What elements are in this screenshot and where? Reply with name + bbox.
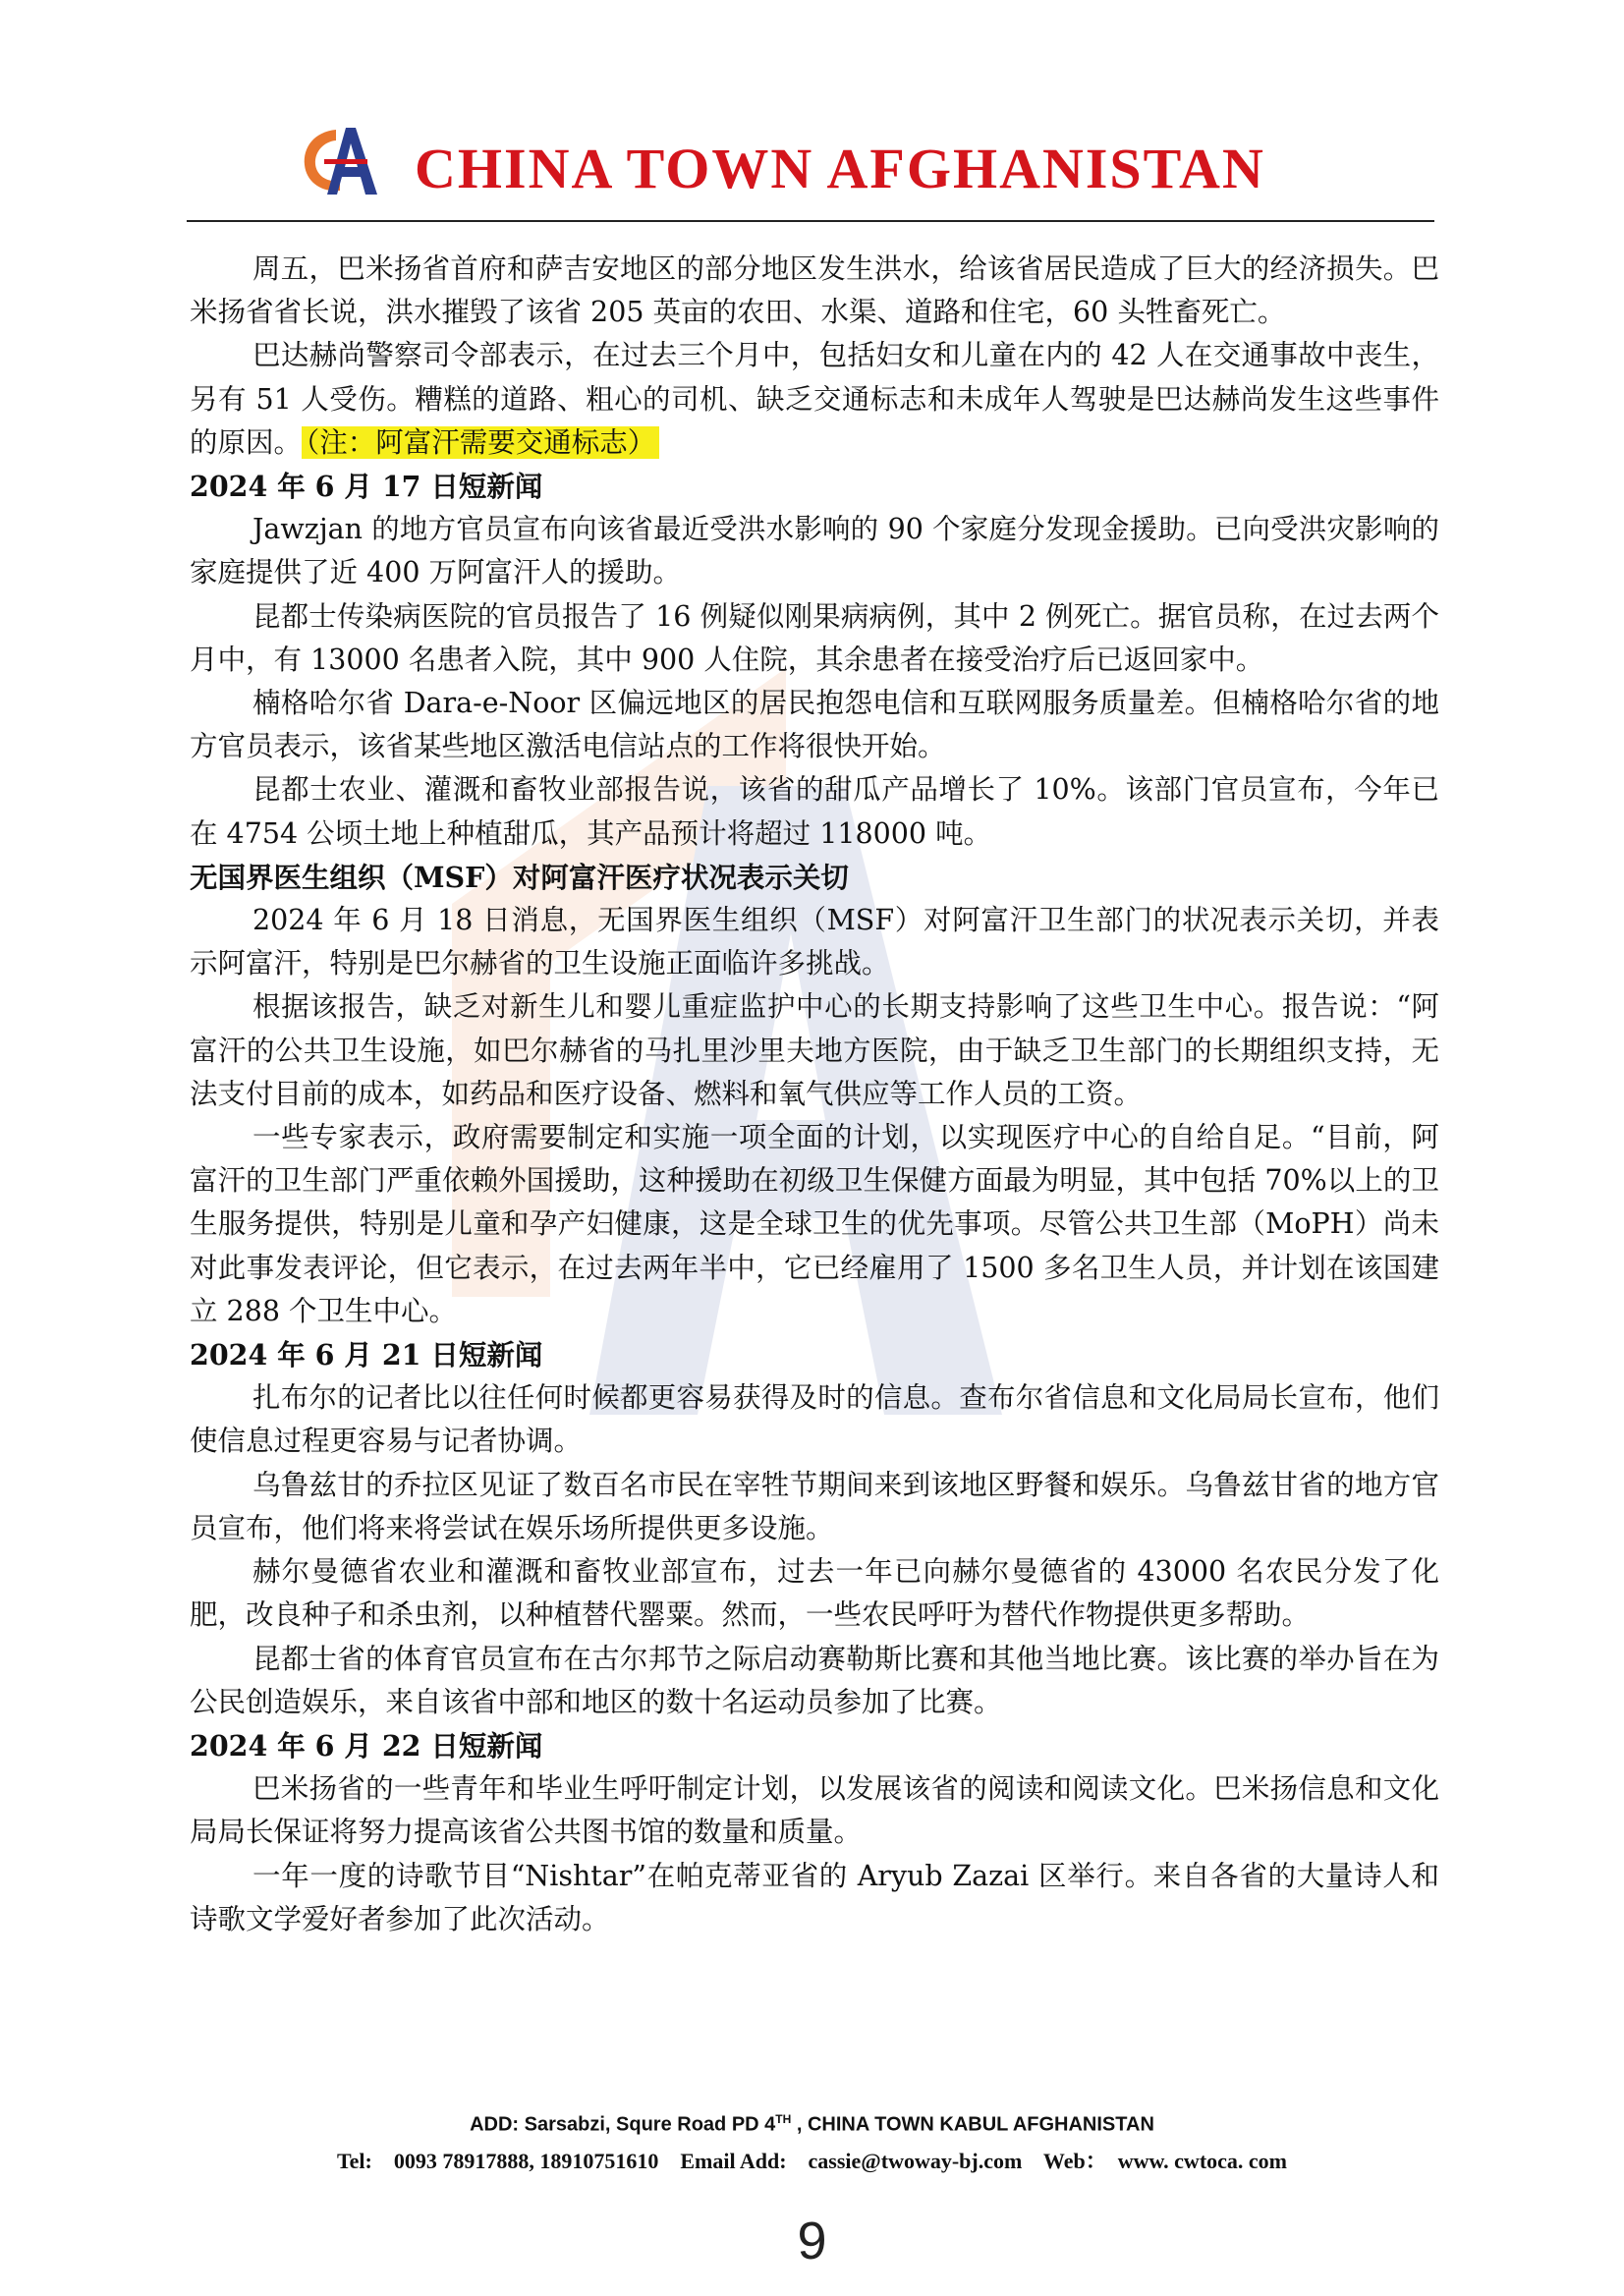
page-header [187, 116, 1434, 224]
intro-paragraph-2-text: 巴达赫尚警察司令部表示，在过去三个月中，包括妇女和儿童在内的 42 人在交通事故中丧生，另有 51 人受伤。糟糕的道路、粗心的司机、缺乏交通标志和未成年人驾驶是巴达赫尚发生这些事件的原因。 [190, 339, 1439, 459]
paragraph: Jawzjan 的地方官员宣布向该省最近受洪水影响的 90 个家庭分发现金援助。已向受洪灾影响的家庭提供了近 400 万阿富汗人的援助。 [190, 513, 1439, 589]
address-text: ADD: Sarsabzi, Squre Road PD 4 [470, 2113, 776, 2136]
paragraph: 赫尔曼德省农业和灌溉和畜牧业部宣布，过去一年已向赫尔曼德省的 43000 名农民分发了化肥，改良种子和杀虫剂，以种植替代罂粟。然而，一些农民呼吁为替代作物提供更多帮助。 [190, 1555, 1439, 1632]
paragraph: 楠格哈尔省 Dara-e-Noor 区偏远地区的居民抱怨电信和互联网服务质量差。但楠格哈尔省的地方官员表示，该省某些地区激活电信站点的工作将很快开始。 [190, 687, 1439, 763]
paragraph: 巴米扬省的一些青年和毕业生呼吁制定计划，以发展该省的阅读和阅读文化。巴米扬信息和文化局局长保证将努力提高该省公共图书馆的数量和质量。 [190, 1772, 1439, 1849]
header-divider [187, 220, 1434, 222]
paragraph: 2024 年 6 月 18 日消息，无国界医生组织（MSF）对阿富汗卫生部门的状况表示关切，并表示阿富汗，特别是巴尔赫省的卫生设施正面临许多挑战。 [190, 904, 1439, 980]
address-text-suffix: , CHINA TOWN KABUL AFGHANISTAN [791, 2113, 1154, 2136]
highlighted-note: （注：阿富汗需要交通标志） [302, 426, 659, 459]
paragraph: 根据该报告，缺乏对新生儿和婴儿重症监护中心的长期支持影响了这些卫生中心。报告说：“阿富汗的公共卫生设施，如巴尔赫省的马扎里沙里夫地方医院，由于缺乏卫生部门的长期组织支持，无法支付目前的成本，如药品和医疗设备、燃料和氧气供应等工作人员的工资。 [190, 990, 1439, 1110]
paragraph: 一些专家表示，政府需要制定和实施一项全面的计划，以实现医疗中心的自给自足。“目前，阿富汗的卫生部门严重依赖外国援助，这种援助在初级卫生保健方面最为明显，其中包括 70%以上的卫生服务提供，特别是儿童和孕产妇健康，这是全球卫生的优先事项。尽管公共卫生部（MoPH）尚未对此事发表评论，但它表示，在过去两年半中，它已经雇用了 1500 多名卫生人员，并计划在该国建立 288 个卫生中心。 [190, 1121, 1439, 1327]
paragraph: 一年一度的诗歌节目“Nishtar”在帕克蒂亚省的 Aryub Zazai 区举行。来自各省的大量诗人和诗歌文学爱好者参加了此次活动。 [190, 1859, 1439, 1935]
section-heading-june-21: 2024 年 6 月 21 日短新闻 [190, 1338, 543, 1372]
paragraph: 乌鲁兹甘的乔拉区见证了数百名市民在宰牲节期间来到该地区野餐和娱乐。乌鲁兹甘省的地方官员宣布，他们将来将尝试在娱乐场所提供更多设施。 [190, 1468, 1439, 1544]
intro-paragraph-2 [190, 334, 1439, 465]
paragraph: 扎布尔的记者比以往任何时候都更容易获得及时的信息。查布尔省信息和文化局局长宣布，他们使信息过程更容易与记者协调。 [190, 1381, 1439, 1458]
paragraph: 昆都士传染病医院的官员报告了 16 例疑似刚果病病例，其中 2 例死亡。据官员称，在过去两个月中，有 13000 名患者入院，其中 900 人住院，其余患者在接受治疗后已返回家中。 [190, 599, 1439, 676]
paragraph: 昆都士省的体育官员宣布在古尔邦节之际启动赛勒斯比赛和其他当地比赛。该比赛的举办旨在为公民创造娱乐，来自该省中部和地区的数十名运动员参加了比赛。 [190, 1642, 1439, 1718]
section-heading-june-22: 2024 年 6 月 22 日短新闻 [190, 1728, 543, 1763]
section-heading-june-17: 2024 年 6 月 17 日短新闻 [190, 470, 543, 504]
section-heading-msf: 无国界医生组织（MSF）对阿富汗医疗状况表示关切 [190, 860, 849, 894]
paragraph: 昆都士农业、灌溉和畜牧业部报告说，该省的甜瓜产品增长了 10%。该部门官员宣布，今年已在 4754 公顷土地上种植甜瓜，其产品预计将超过 118000 吨。 [190, 773, 1439, 850]
page-footer [0, 2112, 1624, 2175]
china-town-logo-icon [295, 122, 383, 200]
page-number: 9 [797, 2212, 827, 2270]
intro-paragraph-1: 周五，巴米扬省首府和萨吉安地区的部分地区发生洪水，给该省居民造成了巨大的经济损失。巴米扬省省长说，洪水摧毁了该省 205 英亩的农田、水渠、道路和住宅，60 头牲畜死亡。 [190, 252, 1439, 329]
footer-address [0, 2112, 1624, 2137]
footer-contact: Tel: 0093 78917888, 18910751610 Email Add: cassie@twoway-bj.com Web： www. cwtoca. com [336, 2148, 1288, 2173]
address-superscript: TH [775, 2112, 792, 2126]
article-body [190, 248, 1439, 1941]
brand-title: CHINA TOWN AFGHANISTAN [415, 137, 1265, 200]
